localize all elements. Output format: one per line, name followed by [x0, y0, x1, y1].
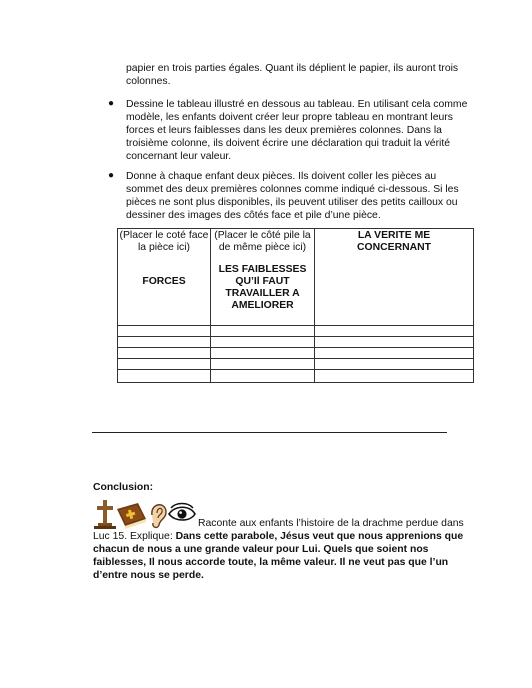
- bullet-item-2: Donne à chaque enfant deux pièces. Ils doivent coller les pièces au sommet des deux premières colonnes comme indiqué ci-dessous. Si les pièces ne sont plus disponibles, ils peuvent utiliser des petits cailloux ou dessiner des images des côtés face et pile d’une pièce.: [126, 171, 459, 221]
- column-verite: [315, 229, 474, 326]
- coin-face-note: (Placer le coté face la pièce ici): [119, 230, 209, 253]
- table-row: [118, 370, 474, 383]
- table-row: [118, 337, 474, 348]
- table-row: [118, 359, 474, 370]
- conclusion-icons: [92, 497, 196, 530]
- table-header-row: [118, 229, 474, 326]
- bullet-marker: ●: [108, 170, 115, 181]
- conclusion-body: [93, 530, 473, 582]
- strengths-weaknesses-table: [117, 228, 474, 383]
- conclusion-intro-line: Raconte aux enfants l’histoire de la drachme perdue dans: [198, 518, 464, 529]
- ear-icon: [152, 505, 166, 528]
- table-row: [118, 348, 474, 359]
- bible-book-icon: [117, 503, 146, 529]
- forces-title: FORCES: [142, 276, 186, 287]
- bullet-item-1: Dessine le tableau illustré en dessous au tableau. En utilisant cela comme modèle, les enfants doivent créer leur propre tableau en montrant leurs forces et leurs faiblesses dans les deux premières colonnes. Dans la troisième colonne, ils doivent écrire une déclaration qui traduit la vérité concernant leur valeur.: [126, 99, 468, 162]
- bullet-marker: ●: [108, 98, 115, 109]
- conclusion-title: Conclusion:: [93, 482, 154, 493]
- column-forces: [118, 229, 211, 326]
- column-faiblesses: [211, 229, 315, 326]
- horizontal-rule: [92, 432, 447, 433]
- cross-on-stand-icon: [94, 500, 116, 529]
- conclusion-bold-text: Dans cette parabole, Jésus veut que nous apprenions que chacun de nous a une grande valeur pour Lui. Quels que soient nos faiblesses, Il nous accorde toute, la même valeur. Il ne veut pas que l’un d’entre nous se perde.: [93, 531, 464, 581]
- intro-continuation: papier en trois parties égales. Quant ils déplient le papier, ils auront trois colonnes.: [126, 63, 459, 87]
- faiblesses-title: LES FAIBLESSES QU’Il FAUT TRAVAILLER A AMELIORER: [218, 264, 307, 311]
- coin-pile-note: (Placer le côté pile la de même pièce ici): [214, 230, 311, 253]
- conclusion-reference: Luc 15. Explique:: [93, 531, 176, 542]
- verite-title: LA VERITE ME CONCERNANT: [357, 230, 431, 253]
- table-row: [118, 326, 474, 337]
- eye-icon: [169, 504, 195, 521]
